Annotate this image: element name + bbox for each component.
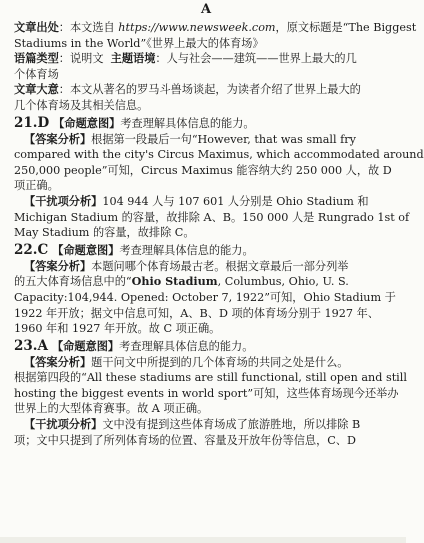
question-header: 23.A 【命题意图】考查理解具体信息的能力。 (14, 337, 254, 354)
answer-letter: C (37, 241, 49, 258)
question-23: 23.A 【命题意图】考查理解具体信息的能力。 【答案分析】题干问文中所提到的几个体育场的共同之处是什么。 根据第四段的“All these stadiums are still functional, still open and still hosting the biggest events in world sport”可知，这些体育场现今还举办 世界上的大型体育赛事。故 A 项正确。 【干扰项分析】文中没有提到这些体育场成了旅游胜地，所以排除 B 项；文中只提到了所列体育场的位置、容量及开放年份等信息，C、D (14, 337, 407, 447)
type-theme-line: 语篇类型：说明文 主题语境：人与社会——建筑——世界上最大的几 (14, 51, 357, 66)
question-header: 22.C 【命题意图】考查理解具体信息的能力。 (14, 241, 254, 258)
theme-line-2: 个体育场 (14, 67, 59, 81)
passage-intro (14, 20, 417, 114)
page-bottom-edge (0, 537, 406, 543)
summary-line: 文章大意：本文从著名的罗马斗兽场谈起，为读者介绍了世界上最大的 (14, 82, 361, 97)
source-label: 文章出处 (14, 20, 59, 34)
question-22: 22.C 【命题意图】考查理解具体信息的能力。 【答案分析】本题问哪个体育场最古老。根据文章最后一部分列举 的五大体育场信息中的“Ohio Stadium, Columbus, Ohio, U. S. Capacity:104,944. Opened: October 7, 1922”可知，Ohio Stadium 于 1922 年开放；据文中信息可知，A、B、D 项的体育场分别于 1927 年、 1960 年和 1927 年开放。故 C 项正确。 (14, 242, 398, 337)
analysis-tag: 【答案分析】 (24, 354, 92, 369)
source-title-line: Stadiums in the World”《世界上最大的体育场》 (14, 36, 264, 50)
type-label: 语篇类型 (14, 51, 59, 66)
summary-label: 文章大意 (14, 82, 59, 97)
distractor-tag: 【干扰项分析】 (24, 417, 103, 432)
theme-label: 主题语境 (110, 51, 156, 66)
source-url: https://www.newsweek.com (118, 21, 276, 34)
answer-letter: A (37, 337, 48, 354)
source-line: 文章出处：本文选自 https://www.newsweek.com，原文标题是“The Biggest (14, 20, 417, 34)
stadium-name: Ohio Stadium (131, 274, 218, 289)
section-label: A (200, 2, 212, 17)
answer-letter: D (37, 114, 50, 131)
distractor-tag: 【干扰项分析】 (24, 193, 103, 208)
analysis-tag: 【答案分析】 (24, 258, 92, 273)
question-21: 21.D 【命题意图】考查理解具体信息的能力。 【答案分析】根据第一段最后一句“However, that was small fry compared with the city's Circus Maximus, which accommodated around 250,000 people”可知，Circus Maximus 能容纳大约 250 000 人，故 D 项正确。 【干扰项分析】104 944 人与 107 601 人分别是 Ohio Stadium 和 Michigan Stadium 的容量，故排除 A、B。150 000 人是 Rungrado 1st of May Stadium 的容量，故排除 C。 (14, 114, 424, 240)
analysis-tag: 【答案分析】 (24, 131, 92, 146)
type-value: ：说明文 (58, 52, 104, 66)
question-header: 21.D 【命题意图】考查理解具体信息的能力。 (14, 114, 255, 131)
summary-line-2: 几个体育场及其相关信息。 (14, 98, 149, 112)
